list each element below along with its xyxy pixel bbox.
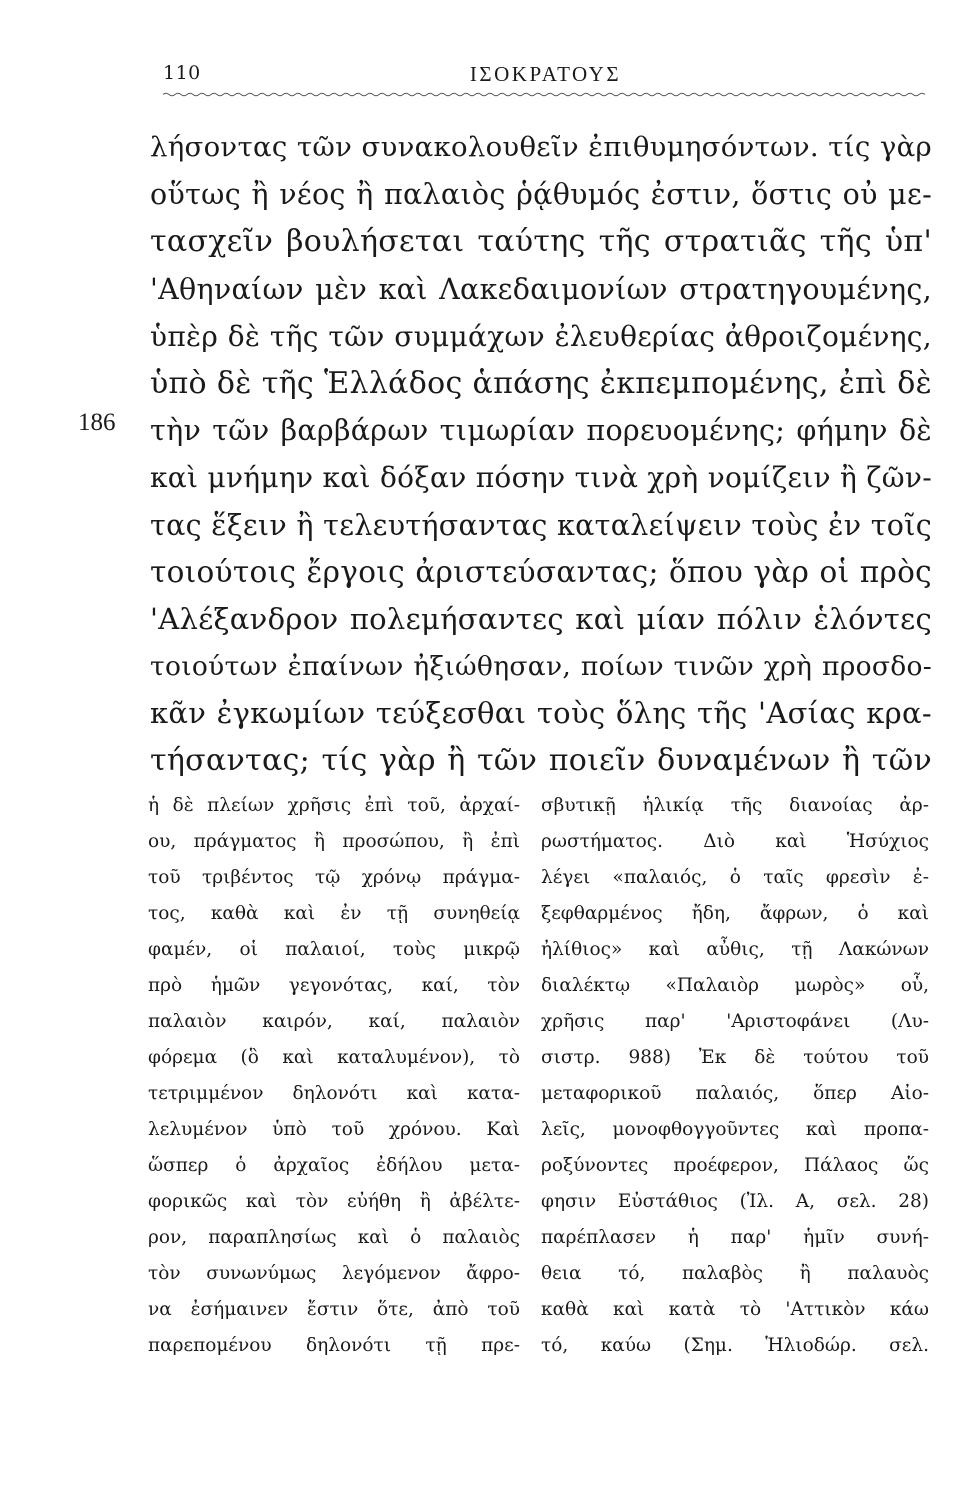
main-text-line: τὴν τῶν βαρβάρων τιμωρίαν πορευομένης; φήμην δὲ — [150, 414, 932, 448]
main-text-line: τας ἕξειν ἢ τελευτήσαντας καταλείψειν τοὺς ἐν τοῖς — [150, 508, 932, 542]
footnotes-block — [148, 788, 938, 1378]
footnote-line: καθὰ καὶ κατὰ τὸ 'Αττικὸν κάω — [541, 1299, 929, 1320]
footnote-line: ρον, παραπλησίως καὶ ὁ παλαιὸς — [148, 1227, 520, 1248]
main-text-line: οὕτως ἢ νέος ἢ παλαιὸς ῥᾴθυμός ἐστιν, ὅστις οὐ με- — [150, 178, 932, 212]
main-text-line: τοιούτοις ἔργοις ἀριστεύσαντας; ὅπου γὰρ οἱ πρὸς — [150, 554, 932, 589]
main-text-line: λήσοντας τῶν συνακολουθεῖν ἐπιθυμησόντων. τίς γὰρ — [150, 131, 932, 163]
footnote-line: ρωστήματος. Διὸ καὶ Ἡσύχιος — [541, 831, 929, 852]
page-number: 110 — [163, 62, 201, 84]
main-text-line: κᾶν ἐγκωμίων τεύξεσθαι τοὺς ὅλης τῆς 'Ασίας κρα- — [150, 696, 932, 731]
footnote-line: ροξύνοντες προέφερον, Πάλαος ὥς — [541, 1155, 929, 1176]
main-text-line: καὶ μνήμην καὶ δόξαν πόσην τινὰ χρὴ νομίζειν ἢ ζῶν- — [150, 461, 933, 495]
footnote-line: λελυμένον ὑπὸ τοῦ χρόνου. Καὶ — [148, 1119, 520, 1140]
footnote-line: μεταφορικοῦ παλαιός, ὅπερ Αἰο- — [541, 1083, 929, 1104]
footnote-line: θεια τό, παλαβὸς ἢ παλαυὸς — [541, 1263, 929, 1284]
footnote-line: ὥσπερ ὁ ἀρχαῖος ἐδήλου μετα- — [148, 1155, 520, 1176]
footnote-line: ἠλίθιος» καὶ αὖθις, τῇ Λακώνων — [541, 939, 929, 960]
footnote-line: φορικῶς καὶ τὸν εὐήθη ἢ ἀβέλτε- — [148, 1191, 520, 1212]
footnote-line: φόρεμα (ὃ καὶ καταλυμένον), τὸ — [148, 1047, 520, 1068]
main-text-line: ὑπὲρ δὲ τῆς τῶν συμμάχων ἐλευθερίας ἀθροιζομένης, — [150, 319, 932, 353]
header-wavy-rule — [163, 92, 928, 97]
main-text-line: ὑπὸ δὲ τῆς Ἑλλάδος ἁπάσης ἐκπεμπομένης, ἐπὶ δὲ — [150, 365, 932, 401]
footnote-line: τοῦ τριβέντος τῷ χρόνῳ πράγμα- — [148, 867, 520, 888]
footnote-line: φαμέν, οἱ παλαιοί, τοὺς μικρῷ — [148, 939, 520, 960]
main-text-line: τασχεῖν βουλήσεται ταύτης τῆς στρατιᾶς τῆς ὑπ' — [150, 224, 932, 260]
running-title: ΙΣΟΚΡΑΤΟΥΣ — [469, 62, 622, 86]
footnote-line: λέγει «παλαιός, ὁ ταῖς φρεσὶν ἐ- — [541, 867, 929, 888]
page-header — [163, 58, 928, 98]
footnote-line: τος, καθὰ καὶ ἐν τῇ συνηθείᾳ — [148, 903, 520, 924]
footnote-line: τὸν συνωνύμως λεγόμενον ἄφρο- — [148, 1263, 520, 1284]
footnote-column-right — [541, 788, 929, 1364]
footnote-line: παλαιὸν καιρόν, καί, παλαιὸν — [148, 1011, 520, 1032]
footnote-column-left — [148, 788, 520, 1364]
footnote-line: λεῖς, μονοφθογγοῦντες καὶ προπα- — [541, 1119, 929, 1140]
main-text-line: τοιούτων ἐπαίνων ἠξιώθησαν, ποίων τινῶν χρὴ προσδο- — [150, 651, 932, 683]
footnote-line: σιστρ. 988) Ἐκ δὲ τούτου τοῦ — [541, 1047, 929, 1068]
footnote-line: πρὸ ἡμῶν γεγονότας, καί, τὸν — [148, 975, 520, 996]
main-text-line: 'Αλέξανδρον πολεμήσαντες καὶ μίαν πόλιν ἑλόντες — [150, 601, 932, 636]
main-text-line: τήσαντας; τίς γὰρ ἢ τῶν ποιεῖν δυναμένων ἢ τῶν — [150, 743, 932, 779]
main-text-line: 'Αθηναίων μὲν καὶ Λακεδαιμονίων στρατηγουμένης, — [150, 272, 932, 306]
footnote-line: ξεφθαρμένος ἤδη, ἄφρων, ὁ καὶ — [541, 903, 929, 924]
footnote-line: φησιν Εὐστάθιος (Ἰλ. Α, σελ. 28) — [541, 1191, 929, 1212]
footnote-line: σβυτικῇ ἡλικίᾳ τῆς διανοίας ἀρ- — [541, 795, 929, 816]
section-marker: 186 — [78, 409, 116, 436]
footnote-line: διαλέκτῳ «Παλαιὸρ μωρὸς» οὗ, — [541, 975, 929, 996]
footnote-line: χρῆσις παρ' 'Αριστοφάνει (Λυ- — [541, 1011, 929, 1032]
main-text-block — [150, 124, 932, 785]
footnote-line: ου, πράγματος ἢ προσώπου, ἢ ἐπὶ — [148, 831, 520, 852]
footnote-line: τετριμμένον δηλονότι καὶ κατα- — [148, 1083, 520, 1104]
footnote-line: παρεπομένου δηλονότι τῇ πρε- — [148, 1335, 520, 1356]
footnote-line: τό, καύω (Σημ. Ἡλιοδώρ. σελ. — [541, 1335, 929, 1356]
footnote-line: να ἐσήμαινεν ἔστιν ὅτε, ἀπὸ τοῦ — [148, 1299, 520, 1320]
footnote-line: ἡ δὲ πλείων χρῆσις ἐπὶ τοῦ, ἀρχαί- — [148, 795, 520, 816]
footnote-line: παρέπλασεν ἡ παρ' ἡμῖν συνή- — [541, 1227, 929, 1248]
